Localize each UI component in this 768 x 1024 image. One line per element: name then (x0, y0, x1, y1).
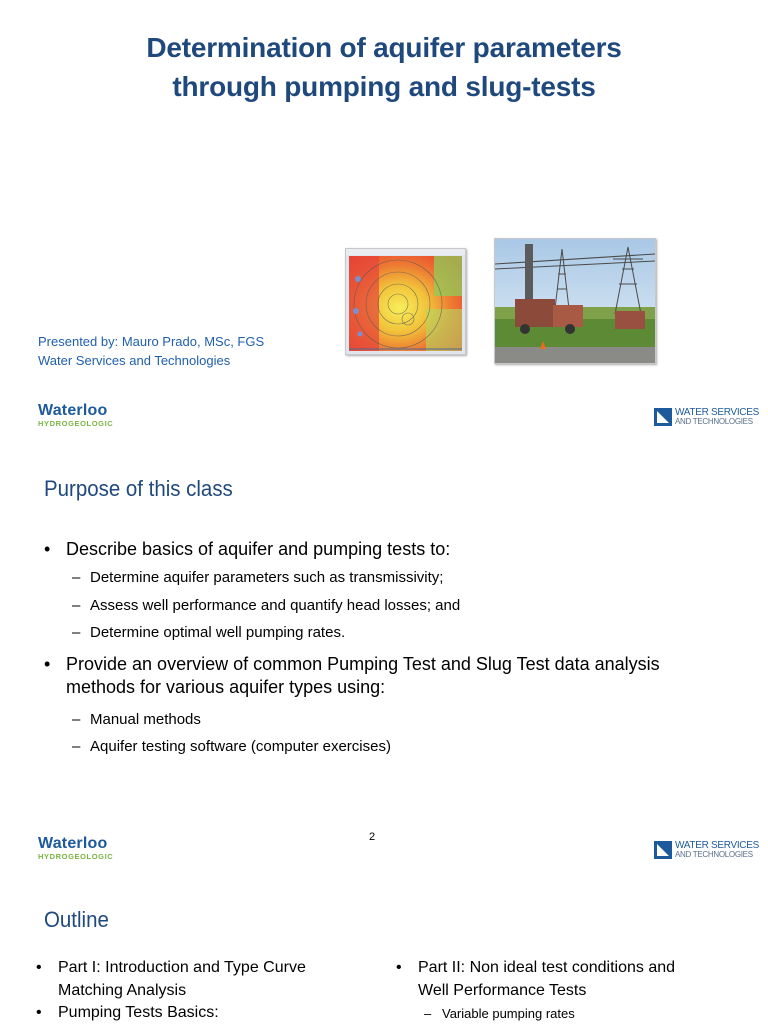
title-line-1: Determination of aquifer parameters (146, 32, 622, 63)
bullet-2-line-1: Provide an overview of common Pumping Test and Slug Test data analysis (66, 654, 660, 674)
ws-logo-line2: AND TECHNOLOGIES (675, 850, 753, 859)
bullet-1-text: Describe basics of aquifer and pumping tests to: (66, 539, 451, 559)
outline-left-bullet-2-text: Pumping Tests Basics: (58, 1004, 219, 1021)
bullet-dot: • (44, 539, 51, 559)
contour-map-image (345, 248, 466, 355)
bullet-dot: • (36, 1004, 42, 1021)
outline-left-bullet-1-line-1: Part I: Introduction and Type Curve (58, 959, 306, 976)
outline-right-bullet-1-line-2: Well Performance Tests (418, 982, 587, 999)
outline-right-sub-1-text: Variable pumping rates (442, 1006, 575, 1021)
ws-logo-line1: WATER SERVICES (675, 840, 759, 851)
sub-text: Determine aquifer parameters such as transmissivity; (90, 569, 444, 586)
presenter-name: Presented by: Mauro Prado, MSc, FGS (38, 334, 265, 349)
drilling-rig-photo (494, 238, 656, 364)
sub-text: Assess well performance and quantify head losses; and (90, 597, 461, 614)
presenter-info (38, 332, 264, 370)
dash: – (72, 597, 81, 614)
bullet-dot: • (44, 654, 51, 674)
page-number: 2 (369, 831, 376, 843)
outline-right-bullet-1-line-1: Part II: Non ideal test conditions and (418, 959, 676, 976)
dash: – (72, 738, 81, 755)
dash: – (72, 624, 81, 641)
waterloo-logo (38, 836, 113, 861)
bullet-2-line-2: methods for various aquifer types using: (66, 677, 386, 697)
water-services-logo (654, 408, 759, 426)
water-services-mark-icon (654, 841, 672, 859)
waterloo-logo (38, 403, 113, 428)
waterloo-logo-main: Waterloo (38, 835, 108, 852)
water-services-mark-icon (654, 408, 672, 426)
outline-heading: Outline (44, 907, 109, 932)
waterloo-logo-main: Waterloo (38, 402, 108, 419)
water-services-logo (654, 841, 759, 859)
dash: – (72, 711, 81, 728)
bullet-dot: • (36, 959, 42, 976)
outline-left-bullet-1-line-2: Matching Analysis (58, 982, 187, 999)
presenter-org: Water Services and Technologies (38, 353, 231, 368)
waterloo-logo-sub: HYDROGEOLOGIC (38, 419, 114, 428)
bullet-dot: • (396, 959, 402, 976)
sub-text: Manual methods (90, 711, 201, 728)
sub-text: Determine optimal well pumping rates. (90, 624, 346, 641)
dash: – (424, 1006, 432, 1021)
ws-logo-line1: WATER SERVICES (675, 407, 759, 418)
dash: – (72, 569, 81, 586)
purpose-heading: Purpose of this class (44, 476, 233, 501)
title-line-2: through pumping and slug-tests (172, 71, 596, 102)
sub-text: Aquifer testing software (computer exercises) (90, 738, 391, 755)
ws-logo-line2: AND TECHNOLOGIES (675, 417, 753, 426)
waterloo-logo-sub: HYDROGEOLOGIC (38, 852, 114, 861)
